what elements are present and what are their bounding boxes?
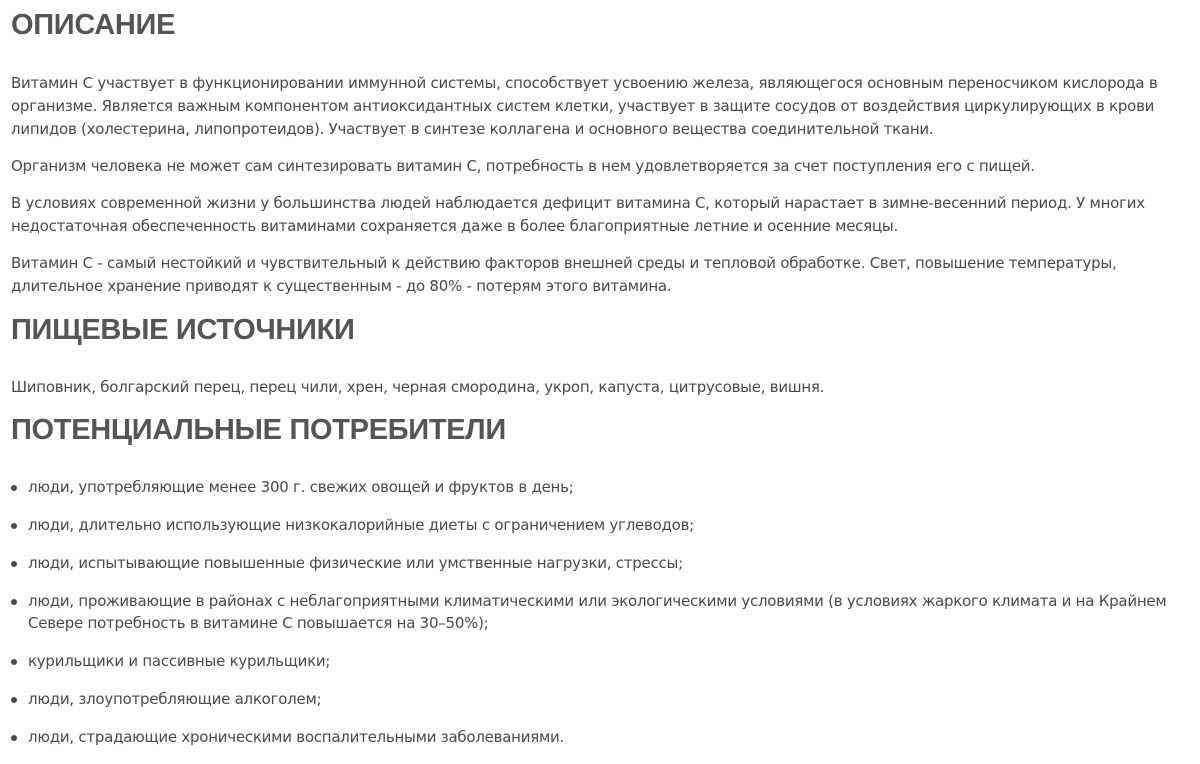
list-item-text: люди, страдающие хроническими воспалительными заболеваниями. — [28, 728, 565, 746]
sources-text: Шиповник, болгарский перец, перец чили, хрен, черная смородина, укроп, капуста, цитрусовые, вишня. — [11, 378, 825, 396]
description-heading: ОПИСАНИЕ — [11, 9, 176, 41]
list-item-text: курильщики и пассивные курильщики; — [28, 652, 331, 670]
list-item — [11, 650, 1186, 672]
description-paragraph: Организм человека не может сам синтезировать витамин С, потребность в нем удовлетворяется за счет поступления его с пищей. — [11, 157, 1035, 175]
list-item-text: люди, употребляющие менее 300 г. свежих овощей и фруктов в день; — [28, 478, 574, 496]
list-item — [11, 476, 1186, 498]
list-item-text: люди, длительно использующие низкокалорийные диеты с ограничением углеводов; — [28, 516, 694, 534]
sources-heading: ПИЩЕВЫЕ ИСТОЧНИКИ — [11, 314, 355, 346]
consumers-list — [11, 476, 1186, 764]
description-section — [11, 72, 1186, 312]
list-item — [11, 688, 1186, 710]
list-item — [11, 590, 1186, 634]
description-paragraph: Витамин С участвует в функционировании иммунной системы, способствует усвоению железа, являющегося основным переносчиком кислорода в организме. Является важным компонентом антиоксидантных систем клетки, участвует в защите сосудов от воздействия циркулирующих в крови липидов (холестерина, липопротеидов). Участвует в синтезе коллагена и основного вещества соединительной ткани. — [11, 74, 1158, 138]
bullet-icon — [11, 599, 17, 605]
bullet-icon — [11, 485, 17, 491]
bullet-icon — [11, 697, 17, 703]
list-item-text: люди, испытывающие повышенные физические или умственные нагрузки, стрессы; — [28, 554, 683, 572]
description-paragraph: В условиях современной жизни у большинства людей наблюдается дефицит витамина С, который нарастает в зимне-весенний период. У многих недостаточная обеспеченность витаминами сохраняется даже в более благоприятные летние и осенние месяцы. — [11, 194, 1145, 235]
consumers-heading: ПОТЕНЦИАЛЬНЫЕ ПОТРЕБИТЕЛИ — [11, 414, 506, 446]
list-item — [11, 726, 1186, 748]
list-item — [11, 514, 1186, 536]
bullet-icon — [11, 561, 17, 567]
list-item-text: люди, злоупотребляющие алкоголем; — [28, 690, 322, 708]
bullet-icon — [11, 523, 17, 529]
bullet-icon — [11, 735, 17, 741]
list-item-text: люди, проживающие в районах с неблагоприятными климатическими или экологическими условиями (в условиях жаркого климата и на Крайнем Севере потребность в витамине С повышается на 30–50%); — [28, 592, 1167, 632]
list-item — [11, 552, 1186, 574]
bullet-icon — [11, 659, 17, 665]
description-paragraph: Витамин С - самый нестойкий и чувствительный к действию факторов внешней среды и тепловой обработке. Свет, повышение температуры, длительное хранение приводят к существенным - до 80% - потерям этого витамина. — [11, 254, 1117, 295]
